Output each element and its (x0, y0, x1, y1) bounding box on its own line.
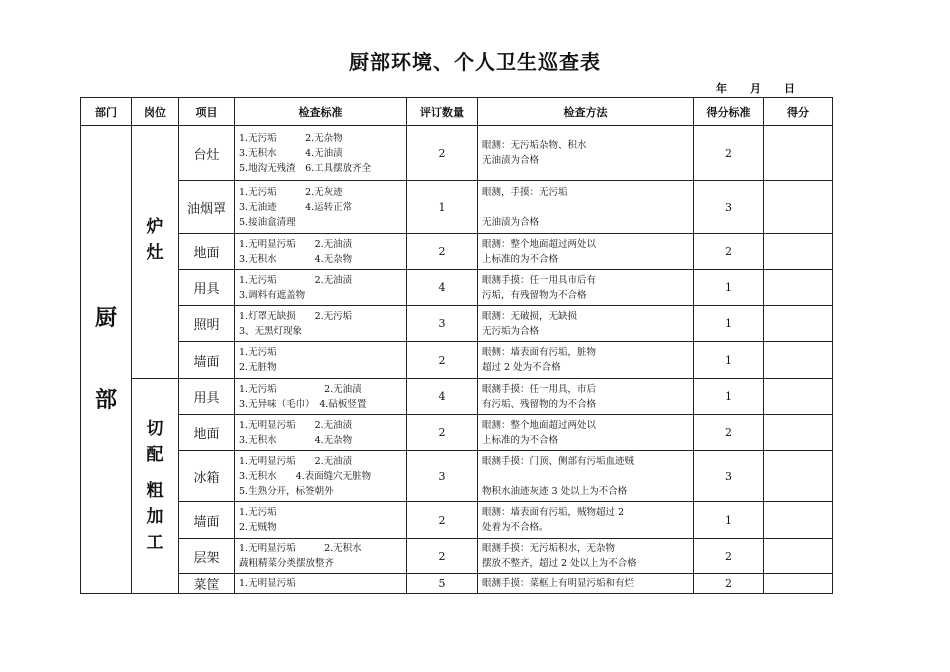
count-cell: 5 (407, 574, 478, 594)
page-title: 厨部环境、个人卫生巡查表 (349, 50, 601, 74)
method-cell (478, 539, 694, 574)
method-line: 眼测手摸：菜框上有明显污垢和有烂 (482, 578, 635, 589)
standard-cell (235, 126, 407, 181)
method-cell (478, 342, 694, 379)
method-cell (478, 574, 694, 594)
standard-line: 3.调料有遮盖物 (239, 289, 306, 301)
post-char: 灶 (146, 243, 164, 263)
item-cell: 用具 (179, 270, 235, 306)
score-standard-cell: 2 (694, 415, 764, 451)
method-line: 眼测：墙表面有污垢，贼物超过 2 (482, 507, 625, 518)
inspection-table (80, 97, 833, 594)
item-cell: 墙面 (179, 342, 235, 379)
score-standard-cell: 2 (694, 126, 764, 181)
header-score-standard: 得分标准 (694, 98, 764, 126)
date-year-label: 年 (716, 82, 727, 95)
item-cell: 层架 (179, 539, 235, 574)
standard-cell (235, 539, 407, 574)
method-line: 无油渍为合格 (482, 155, 540, 166)
method-line: 眼测：整个地面超过两处以 (482, 419, 597, 431)
method-line: 处着为不合格。 (482, 522, 549, 533)
table-row (81, 502, 833, 539)
count-cell: 4 (407, 379, 478, 415)
method-cell (478, 181, 694, 234)
department-char: 厨 (94, 306, 117, 332)
table-row (81, 539, 833, 574)
post-char: 配 (146, 445, 164, 465)
score-cell (764, 126, 833, 181)
header-standard: 检查标准 (235, 98, 407, 126)
post-cell-stove (132, 126, 179, 379)
standard-line: 蔬粗精菜分类摆放整齐 (239, 558, 335, 569)
standard-line: 1.无污垢 2.无杂物 (239, 132, 343, 144)
count-cell: 2 (407, 539, 478, 574)
method-cell (478, 126, 694, 181)
item-cell: 地面 (179, 415, 235, 451)
score-cell (764, 234, 833, 270)
standard-line: 1.无明显污垢 2.无油渍 (239, 455, 353, 467)
method-line: 眼侧：墙表面有污垢，脏物 (482, 347, 597, 358)
standard-cell (235, 574, 407, 594)
method-line: 眼测手摸：任一用具，市后 (482, 383, 597, 395)
method-line: 眼测手摸：任一用具市后有 (482, 274, 597, 286)
method-line: 无油渍为合格 (482, 216, 540, 228)
standard-cell (235, 306, 407, 342)
standard-line: 1.无污垢 2.无油渍 (239, 274, 353, 286)
standard-line: 1.无明显污垢 2.无积水 (239, 543, 362, 554)
standard-line: 3.无积水 4.无杂物 (239, 253, 353, 265)
item-cell: 台灶 (179, 126, 235, 181)
header-dept: 部门 (81, 98, 132, 126)
standard-line: 1.无明显污垢 2.无油渍 (239, 419, 353, 431)
table-row (81, 126, 833, 181)
method-line: 超过 2 处为不合格 (482, 362, 561, 373)
method-line (482, 200, 693, 215)
method-line: 有污垢、残留物的为不合格 (482, 398, 597, 410)
count-cell: 2 (407, 234, 478, 270)
post-name-rough (132, 478, 178, 556)
header-method: 检查方法 (478, 98, 694, 126)
method-line: 眼测，手摸：无污垢 (482, 186, 568, 198)
count-cell: 3 (407, 306, 478, 342)
score-standard-cell: 2 (694, 539, 764, 574)
method-cell (478, 234, 694, 270)
header-count: 评订数量 (407, 98, 478, 126)
standard-cell (235, 379, 407, 415)
table-row (81, 306, 833, 342)
method-line: 无污垢为合格 (482, 325, 540, 337)
count-cell: 2 (407, 126, 478, 181)
score-cell (764, 415, 833, 451)
standard-cell (235, 342, 407, 379)
header-score: 得分 (764, 98, 833, 126)
count-cell: 4 (407, 270, 478, 306)
method-cell (478, 270, 694, 306)
method-cell (478, 451, 694, 502)
score-standard-cell: 1 (694, 502, 764, 539)
standard-line: 3.无积水 4.无杂物 (239, 434, 353, 446)
standard-cell (235, 234, 407, 270)
date-month-label: 月 (750, 82, 761, 95)
header-item: 项目 (179, 98, 235, 126)
method-line: 上标准的为不合格 (482, 434, 559, 446)
method-line: 眼测：整个地面超过两处以 (482, 238, 597, 250)
method-line: 摆放不整齐，超过 2 处以上为不合格 (482, 558, 637, 569)
table-row (81, 342, 833, 379)
standard-line: 3.无油迹 4.运转正常 (239, 201, 353, 213)
method-line: 眼测：无污垢杂物、积水 (482, 140, 587, 151)
score-cell (764, 270, 833, 306)
post-char: 炉 (146, 217, 164, 237)
score-cell (764, 451, 833, 502)
standard-line: 1.无污垢 2.无油渍 (239, 383, 362, 395)
method-line (482, 469, 693, 484)
score-cell (764, 574, 833, 594)
score-cell (764, 502, 833, 539)
post-char: 切 (146, 419, 164, 439)
post-char: 工 (146, 533, 164, 553)
method-line: 上标准的为不合格 (482, 253, 559, 265)
table-row (81, 574, 833, 594)
post-char: 加 (146, 507, 164, 527)
score-cell (764, 306, 833, 342)
standard-line: 5.地沟无残渣 6.工具摆放齐全 (239, 162, 372, 174)
post-char: 粗 (146, 481, 164, 501)
item-cell: 菜筐 (179, 574, 235, 594)
standard-line: 2.无脏物 (239, 362, 277, 373)
department-char: 部 (94, 387, 117, 413)
standard-cell (235, 415, 407, 451)
header-post: 岗位 (132, 98, 179, 126)
date-day-label: 日 (784, 82, 795, 95)
standard-line: 1.无污垢 (239, 347, 277, 358)
item-cell: 地面 (179, 234, 235, 270)
table-row (81, 181, 833, 234)
item-cell: 冰箱 (179, 451, 235, 502)
table-row (81, 270, 833, 306)
standard-line: 2.无贼物 (239, 522, 277, 533)
score-standard-cell: 1 (694, 306, 764, 342)
standard-line: 1.灯罩无缺损 2.无污垢 (239, 310, 353, 322)
standard-line: 3、无黑灯现象 (239, 325, 303, 337)
standard-line: 3.无异味（毛巾） 4.砧板竖置 (239, 398, 367, 410)
score-standard-cell: 3 (694, 451, 764, 502)
method-line: 眼测手摸：无污垢积水，无杂物 (482, 543, 616, 554)
score-standard-cell: 1 (694, 379, 764, 415)
count-cell: 3 (407, 451, 478, 502)
item-cell: 油烟罩 (179, 181, 235, 234)
table-row (81, 451, 833, 502)
standard-cell (235, 270, 407, 306)
score-cell (764, 181, 833, 234)
method-line: 物积水油迹灰迹 3 处以上为不合格 (482, 485, 628, 497)
table-row (81, 415, 833, 451)
score-standard-cell: 2 (694, 234, 764, 270)
count-cell: 1 (407, 181, 478, 234)
method-line: 眼测：无破损，无缺损 (482, 310, 578, 322)
standard-line: 1.无明显污垢 (239, 578, 296, 589)
standard-cell (235, 181, 407, 234)
item-cell: 照明 (179, 306, 235, 342)
standard-line: 5.生熟分开，标签朝外 (239, 485, 334, 497)
score-cell (764, 342, 833, 379)
count-cell: 2 (407, 415, 478, 451)
post-name-prep (132, 416, 178, 468)
item-cell: 墙面 (179, 502, 235, 539)
standard-line: 1.无污垢 2.无灰迹 (239, 186, 343, 198)
standard-cell (235, 451, 407, 502)
method-cell (478, 306, 694, 342)
standard-line: 3.无积水 4.表面缝穴无脏物 (239, 470, 372, 482)
score-standard-cell: 1 (694, 342, 764, 379)
count-cell: 2 (407, 342, 478, 379)
standard-line: 5.接油盒清理 (239, 216, 296, 228)
score-standard-cell: 2 (694, 574, 764, 594)
standard-line: 1.无明显污垢 2.无油渍 (239, 238, 353, 250)
method-cell (478, 379, 694, 415)
score-cell (764, 539, 833, 574)
post-cell-prep (132, 379, 179, 594)
method-line: 污垢，有残留物为不合格 (482, 289, 587, 301)
standard-line: 1.无污垢 (239, 507, 277, 518)
post-name-stove (132, 214, 178, 266)
score-standard-cell: 1 (694, 270, 764, 306)
standard-line: 3.无积水 4.无油渍 (239, 147, 343, 159)
table-row (81, 379, 833, 415)
department-cell (81, 126, 132, 594)
method-line: 眼测手摸：门顶、侧部有污垢血迹贼 (482, 455, 635, 467)
method-cell (478, 415, 694, 451)
header-row (81, 98, 833, 126)
score-standard-cell: 3 (694, 181, 764, 234)
score-cell (764, 379, 833, 415)
table-row (81, 234, 833, 270)
method-cell (478, 502, 694, 539)
item-cell: 用具 (179, 379, 235, 415)
count-cell: 2 (407, 502, 478, 539)
standard-cell (235, 502, 407, 539)
